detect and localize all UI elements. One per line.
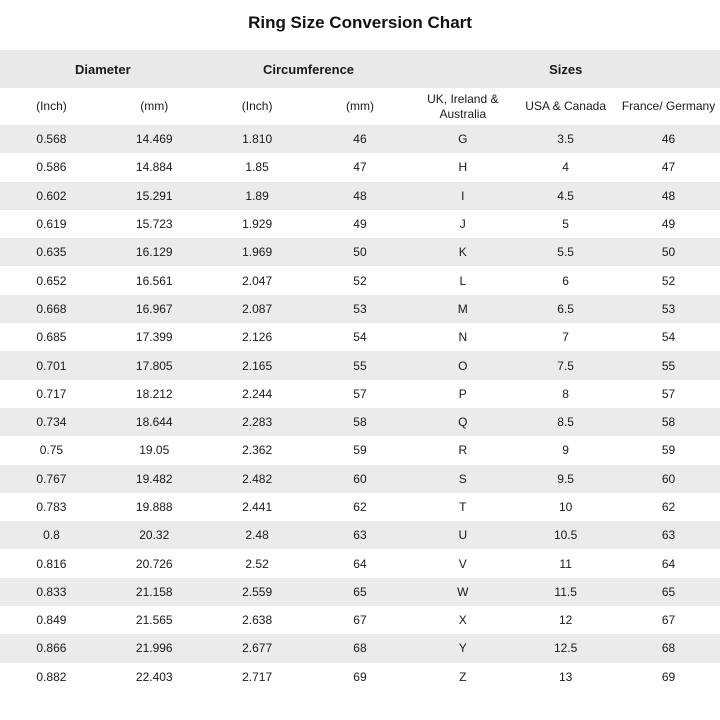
cell-circumference-mm: 47 <box>353 160 367 175</box>
cell-size-france-germany: 52 <box>661 273 676 288</box>
cell-size-france-germany: 60 <box>661 471 676 486</box>
cell-size-usa-canada: 4 <box>562 160 569 175</box>
cell-diameter-inch: 0.602 <box>36 188 67 203</box>
cell-size-usa-canada: 10 <box>558 500 573 514</box>
cell-circumference-inch: 2.559 <box>242 584 273 599</box>
cell-circumference-inch: 2.52 <box>245 556 269 571</box>
cell-circumference-mm: 68 <box>353 641 367 656</box>
cell-size-france-germany: 50 <box>661 245 676 260</box>
cell-circumference-inch: 2.126 <box>242 330 273 345</box>
table-row <box>0 266 720 294</box>
cell-diameter-inch: 0.849 <box>36 613 67 628</box>
cell-diameter-mm: 21.158 <box>135 584 173 599</box>
ring-size-table <box>0 50 720 691</box>
table-row <box>0 182 720 210</box>
table-row <box>0 521 720 549</box>
cell-diameter-inch: 0.816 <box>36 556 67 571</box>
cell-size-france-germany: 59 <box>661 443 676 458</box>
cell-size-france-germany: 53 <box>661 301 676 316</box>
table-row <box>0 238 720 266</box>
group-header-sizes: Sizes <box>411 50 720 88</box>
cell-diameter-inch: 0.668 <box>36 301 67 316</box>
cell-diameter-mm: 15.291 <box>135 188 173 203</box>
group-header-diameter: Diameter <box>0 50 206 88</box>
cell-size-usa-canada: 5 <box>562 217 569 232</box>
cell-diameter-inch: 0.866 <box>36 641 67 656</box>
cell-size-uk-ireland-australia: O <box>458 358 468 373</box>
cell-size-uk-ireland-australia: N <box>458 330 468 345</box>
column-header-size-uk-ireland-australia: UK, Ireland & Australia <box>411 88 514 125</box>
cell-circumference-mm: 59 <box>353 443 367 458</box>
cell-circumference-mm: 69 <box>353 669 367 684</box>
cell-size-uk-ireland-australia: Z <box>459 669 467 684</box>
cell-diameter-inch: 0.701 <box>36 358 67 373</box>
cell-diameter-mm: 18.212 <box>135 386 173 401</box>
table-row <box>0 493 720 521</box>
group-header-row <box>0 50 720 88</box>
cell-circumference-inch: 2.441 <box>242 500 273 514</box>
cell-diameter-inch: 0.586 <box>36 160 67 175</box>
table-row <box>0 578 720 606</box>
cell-size-uk-ireland-australia: Q <box>458 415 468 430</box>
table-row <box>0 351 720 379</box>
cell-size-uk-ireland-australia: K <box>458 245 467 260</box>
cell-diameter-mm: 19.482 <box>135 471 173 486</box>
cell-circumference-mm: 46 <box>353 132 367 147</box>
group-header-circumference: Circumference <box>206 50 412 88</box>
cell-size-usa-canada: 12 <box>558 613 573 628</box>
cell-size-uk-ireland-australia: P <box>458 386 467 401</box>
cell-size-usa-canada: 10.5 <box>553 528 578 543</box>
cell-circumference-inch: 2.047 <box>242 273 273 288</box>
cell-diameter-inch: 0.833 <box>36 584 67 599</box>
cell-diameter-mm: 16.129 <box>135 245 173 260</box>
cell-circumference-mm: 64 <box>353 556 367 571</box>
table-row <box>0 380 720 408</box>
cell-circumference-mm: 54 <box>353 330 367 345</box>
cell-size-uk-ireland-australia: L <box>459 273 467 288</box>
cell-diameter-inch: 0.783 <box>36 500 67 514</box>
cell-size-usa-canada: 3.5 <box>557 132 574 147</box>
cell-diameter-inch: 0.767 <box>36 471 67 486</box>
cell-size-france-germany: 58 <box>661 415 676 430</box>
column-header-diameter-inch: (Inch) <box>0 88 103 125</box>
cell-diameter-inch: 0.635 <box>36 245 67 260</box>
cell-size-france-germany: 65 <box>661 584 676 599</box>
cell-size-france-germany: 68 <box>661 641 676 656</box>
table-row <box>0 210 720 238</box>
column-header-size-france-germany: France/ Germany <box>617 88 720 125</box>
cell-diameter-inch: 0.652 <box>36 273 67 288</box>
cell-diameter-mm: 14.884 <box>135 160 173 175</box>
cell-circumference-inch: 2.362 <box>242 443 273 458</box>
cell-circumference-inch: 2.165 <box>242 358 273 373</box>
cell-size-france-germany: 54 <box>661 330 676 345</box>
cell-circumference-inch: 2.717 <box>242 669 273 684</box>
cell-diameter-mm: 16.967 <box>135 301 173 316</box>
cell-size-usa-canada: 8.5 <box>557 415 574 430</box>
column-header-diameter-mm: (mm) <box>103 88 206 125</box>
column-header-circumference-mm: (mm) <box>309 88 412 125</box>
table-row <box>0 295 720 323</box>
cell-diameter-inch: 0.685 <box>36 330 67 345</box>
cell-size-usa-canada: 9.5 <box>557 471 574 486</box>
cell-diameter-inch: 0.75 <box>39 443 64 458</box>
cell-diameter-mm: 20.32 <box>139 528 170 543</box>
cell-diameter-mm: 19.888 <box>135 500 173 514</box>
table-row <box>0 323 720 351</box>
cell-circumference-mm: 67 <box>353 613 367 628</box>
cell-diameter-mm: 15.723 <box>135 217 173 232</box>
table-row <box>0 465 720 493</box>
cell-circumference-mm: 48 <box>353 188 367 203</box>
table-row <box>0 663 720 691</box>
cell-diameter-inch: 0.734 <box>36 415 67 430</box>
cell-size-uk-ireland-australia: M <box>457 301 468 316</box>
cell-circumference-inch: 1.929 <box>242 217 273 232</box>
cell-circumference-mm: 55 <box>353 358 367 373</box>
cell-diameter-mm: 17.805 <box>135 358 173 373</box>
cell-diameter-mm: 21.565 <box>135 613 173 628</box>
cell-size-france-germany: 46 <box>661 132 676 147</box>
cell-size-uk-ireland-australia: R <box>458 443 468 458</box>
cell-diameter-mm: 17.399 <box>135 330 173 345</box>
cell-size-usa-canada: 7.5 <box>557 358 574 373</box>
cell-circumference-mm: 58 <box>353 415 367 430</box>
cell-size-usa-canada: 11 <box>559 556 572 571</box>
cell-circumference-inch: 2.244 <box>242 386 273 401</box>
table-row <box>0 153 720 181</box>
cell-diameter-inch: 0.8 <box>43 528 60 543</box>
cell-circumference-mm: 53 <box>353 301 367 316</box>
cell-circumference-inch: 2.087 <box>242 301 273 316</box>
cell-circumference-mm: 62 <box>353 500 367 514</box>
cell-size-france-germany: 62 <box>661 500 676 514</box>
cell-size-usa-canada: 8 <box>562 386 569 401</box>
table-header <box>0 50 720 125</box>
column-header-row <box>0 88 720 125</box>
cell-size-france-germany: 47 <box>661 160 676 175</box>
cell-circumference-inch: 2.48 <box>245 528 269 543</box>
column-header-size-usa-canada: USA & Canada <box>514 88 617 125</box>
cell-size-france-germany: 64 <box>661 556 676 571</box>
cell-circumference-inch: 2.283 <box>242 415 273 430</box>
cell-size-usa-canada: 12.5 <box>553 641 578 656</box>
cell-size-uk-ireland-australia: T <box>459 500 467 514</box>
cell-size-usa-canada: 6.5 <box>557 301 574 316</box>
cell-circumference-mm: 60 <box>353 471 367 486</box>
cell-circumference-inch: 2.638 <box>242 613 273 628</box>
cell-circumference-inch: 1.969 <box>242 245 273 260</box>
cell-size-uk-ireland-australia: X <box>458 613 467 628</box>
cell-size-france-germany: 57 <box>661 386 676 401</box>
cell-circumference-mm: 63 <box>353 528 367 543</box>
cell-diameter-mm: 16.561 <box>135 273 173 288</box>
cell-diameter-inch: 0.882 <box>36 669 67 684</box>
cell-size-uk-ireland-australia: V <box>458 556 467 571</box>
cell-size-france-germany: 67 <box>661 613 676 628</box>
cell-circumference-inch: 2.482 <box>242 471 273 486</box>
cell-size-france-germany: 63 <box>661 528 676 543</box>
cell-size-uk-ireland-australia: I <box>461 188 465 203</box>
cell-size-france-germany: 48 <box>661 188 676 203</box>
cell-circumference-mm: 49 <box>353 217 367 232</box>
column-header-circumference-inch: (Inch) <box>206 88 309 125</box>
cell-size-uk-ireland-australia: W <box>457 584 469 599</box>
cell-size-uk-ireland-australia: J <box>459 217 466 232</box>
cell-size-usa-canada: 5.5 <box>557 245 574 260</box>
cell-circumference-inch: 1.810 <box>242 132 273 147</box>
cell-diameter-mm: 20.726 <box>135 556 173 571</box>
cell-size-usa-canada: 7 <box>562 330 569 345</box>
cell-diameter-mm: 18.644 <box>135 415 173 430</box>
table-row <box>0 125 720 153</box>
cell-circumference-mm: 57 <box>353 386 367 401</box>
cell-circumference-mm: 65 <box>353 584 367 599</box>
cell-size-usa-canada: 4.5 <box>557 188 574 203</box>
cell-size-uk-ireland-australia: G <box>458 132 468 147</box>
cell-size-usa-canada: 6 <box>562 273 569 288</box>
cell-circumference-inch: 2.677 <box>242 641 273 656</box>
cell-size-usa-canada: 9 <box>562 443 569 458</box>
cell-circumference-inch: 1.85 <box>245 160 269 175</box>
cell-size-france-germany: 55 <box>661 358 676 373</box>
cell-size-usa-canada: 13 <box>558 669 573 684</box>
table-row <box>0 634 720 662</box>
cell-size-usa-canada: 11.5 <box>554 584 577 599</box>
cell-size-france-germany: 49 <box>661 217 676 232</box>
cell-circumference-inch: 1.89 <box>245 188 269 203</box>
cell-size-uk-ireland-australia: Y <box>458 641 467 656</box>
cell-diameter-inch: 0.717 <box>36 386 67 401</box>
table-body <box>0 125 720 691</box>
cell-circumference-mm: 52 <box>353 273 367 288</box>
cell-diameter-inch: 0.619 <box>36 217 67 232</box>
cell-size-uk-ireland-australia: H <box>458 160 468 175</box>
table-row <box>0 436 720 464</box>
cell-diameter-mm: 22.403 <box>135 669 173 684</box>
cell-diameter-inch: 0.568 <box>36 132 67 147</box>
cell-diameter-mm: 21.996 <box>135 641 173 656</box>
cell-diameter-mm: 19.05 <box>139 443 170 458</box>
page-title: Ring Size Conversion Chart <box>248 13 472 32</box>
cell-size-uk-ireland-australia: U <box>458 528 468 543</box>
cell-size-uk-ireland-australia: S <box>458 471 467 486</box>
cell-diameter-mm: 14.469 <box>135 132 173 147</box>
table-row <box>0 549 720 577</box>
table-row <box>0 606 720 634</box>
cell-size-france-germany: 69 <box>661 669 676 684</box>
table-row <box>0 408 720 436</box>
cell-circumference-mm: 50 <box>353 245 367 260</box>
